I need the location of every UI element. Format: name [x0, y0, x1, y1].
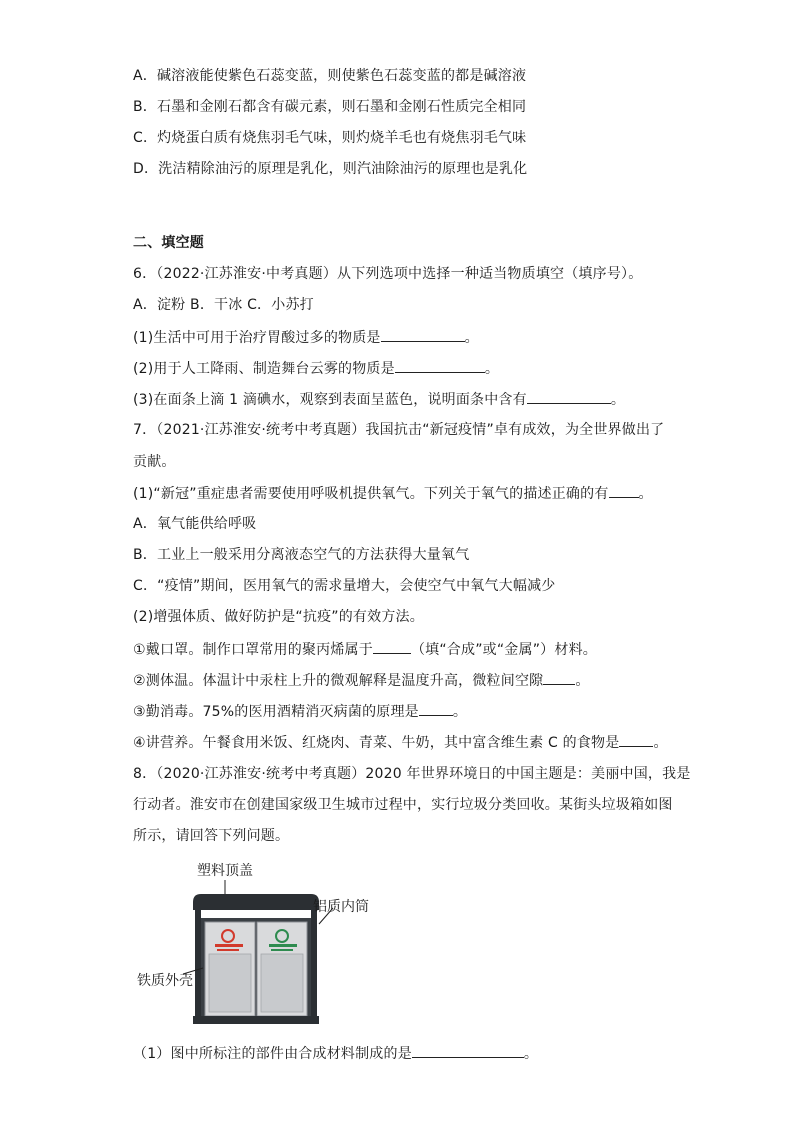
q7-sub1-tail: （填“合成”或“金属”）材料。 — [410, 642, 597, 658]
answer-blank[interactable] — [419, 701, 453, 716]
q6-part1-end: 。 — [464, 330, 479, 346]
q6-part1 — [133, 327, 479, 348]
q7-part1-text: (1)“新冠”重症患者需要使用呼吸机提供氧气。下列关于氧气的描述正确的有 — [133, 486, 609, 502]
option-b: B．石墨和金刚石都含有碳元素，则石墨和金刚石性质完全相同 — [133, 99, 527, 115]
answer-blank[interactable] — [543, 670, 575, 685]
option-c: C．灼烧蛋白质有烧焦羽毛气味，则灼烧羊毛也有烧焦羽毛气味 — [133, 130, 527, 146]
q7-sub2-end: 。 — [575, 673, 590, 689]
answer-blank[interactable] — [609, 483, 639, 498]
q7-sub1 — [133, 639, 597, 660]
trash-bin-figure — [133, 858, 393, 1038]
label-iron-shell: 铁质外壳 — [137, 973, 193, 989]
q8-stem-line1: 8．（2020·江苏淮安·统考中考真题）2020 年世界环境日的中国主题是：美丽中国，我是 — [133, 766, 691, 782]
q6-part2 — [133, 358, 499, 379]
q7-sub3-text: ③勤消毒。75%的医用酒精消灭病菌的原理是 — [133, 704, 419, 720]
label-plastic-lid: 塑料顶盖 — [197, 863, 253, 879]
q7-sub1-text: ①戴口罩。制作口罩常用的聚丙烯属于 — [133, 642, 373, 658]
q8-stem-line3: 所示，请回答下列问题。 — [133, 828, 290, 844]
option-a: A．碱溶液能使紫色石蕊变蓝，则使紫色石蕊变蓝的都是碱溶液 — [133, 68, 527, 84]
answer-blank[interactable] — [395, 358, 485, 373]
q6-part3-end: 。 — [610, 392, 626, 408]
q7-stem-line1: 7．（2021·江苏淮安·统考中考真题）我国抗击“新冠疫情”卓有成效，为全世界做出了 — [133, 422, 665, 438]
q6-part3-text: (3)在面条上滴 1 滴碘水，观察到表面呈蓝色，说明面条中含有 — [133, 392, 527, 408]
q7-stem-line2: 贡献。 — [133, 454, 176, 470]
answer-blank[interactable] — [373, 639, 411, 654]
q7-option-b: B．工业上一般采用分离液态空气的方法获得大量氧气 — [133, 547, 470, 563]
answer-blank[interactable] — [527, 389, 611, 404]
q7-sub4-end: 。 — [653, 735, 668, 751]
q7-sub3 — [133, 701, 467, 722]
q8-stem-line2: 行动者。淮安市在创建国家级卫生城市过程中，实行垃圾分类回收。某街头垃圾箱如图 — [133, 797, 673, 813]
q8-part1-text: （1）图中所标注的部件由合成材料制成的是 — [133, 1046, 412, 1062]
q7-sub4 — [133, 732, 668, 753]
q7-option-c: C．“疫情”期间，医用氧气的需求量增大，会使空气中氧气大幅减少 — [133, 578, 556, 594]
section-heading: 二、填空题 — [133, 235, 204, 251]
answer-blank[interactable] — [381, 327, 465, 342]
option-d: D．洗洁精除油污的原理是乳化，则汽油除油污的原理也是乳化 — [133, 161, 528, 177]
answer-blank[interactable] — [412, 1043, 524, 1058]
q6-part3 — [133, 389, 625, 410]
q6-options: A．淀粉 B．干冰 C．小苏打 — [133, 297, 314, 313]
q6-stem: 6．（2022·江苏淮安·中考真题）从下列选项中选择一种适当物质填空（填序号）。 — [133, 266, 643, 282]
q8-part1 — [133, 1043, 538, 1064]
q7-sub2-text: ②测体温。体温计中汞柱上升的微观解释是温度升高，微粒间空隙 — [133, 673, 544, 689]
q7-sub2 — [133, 670, 590, 691]
label-aluminum-liner: 铝质内筒 — [313, 899, 369, 915]
q6-part1-text: (1)生活中可用于治疗胃酸过多的物质是 — [133, 330, 381, 346]
q7-sub4-text: ④讲营养。午餐食用米饭、红烧肉、青菜、牛奶，其中富含维生素 C 的食物是 — [133, 735, 620, 751]
q6-part2-text: (2)用于人工降雨、制造舞台云雾的物质是 — [133, 361, 395, 377]
trash-bin-illustration — [133, 858, 393, 1038]
q8-part1-end: 。 — [523, 1046, 539, 1062]
q7-part1 — [133, 483, 653, 504]
q6-part2-end: 。 — [484, 361, 500, 377]
answer-blank[interactable] — [619, 732, 653, 747]
q7-part1-end: 。 — [638, 486, 653, 502]
q7-sub3-end: 。 — [452, 704, 468, 720]
q7-part2: (2)增强体质、做好防护是“抗疫”的有效方法。 — [133, 609, 424, 625]
q7-option-a: A．氧气能供给呼吸 — [133, 516, 257, 532]
